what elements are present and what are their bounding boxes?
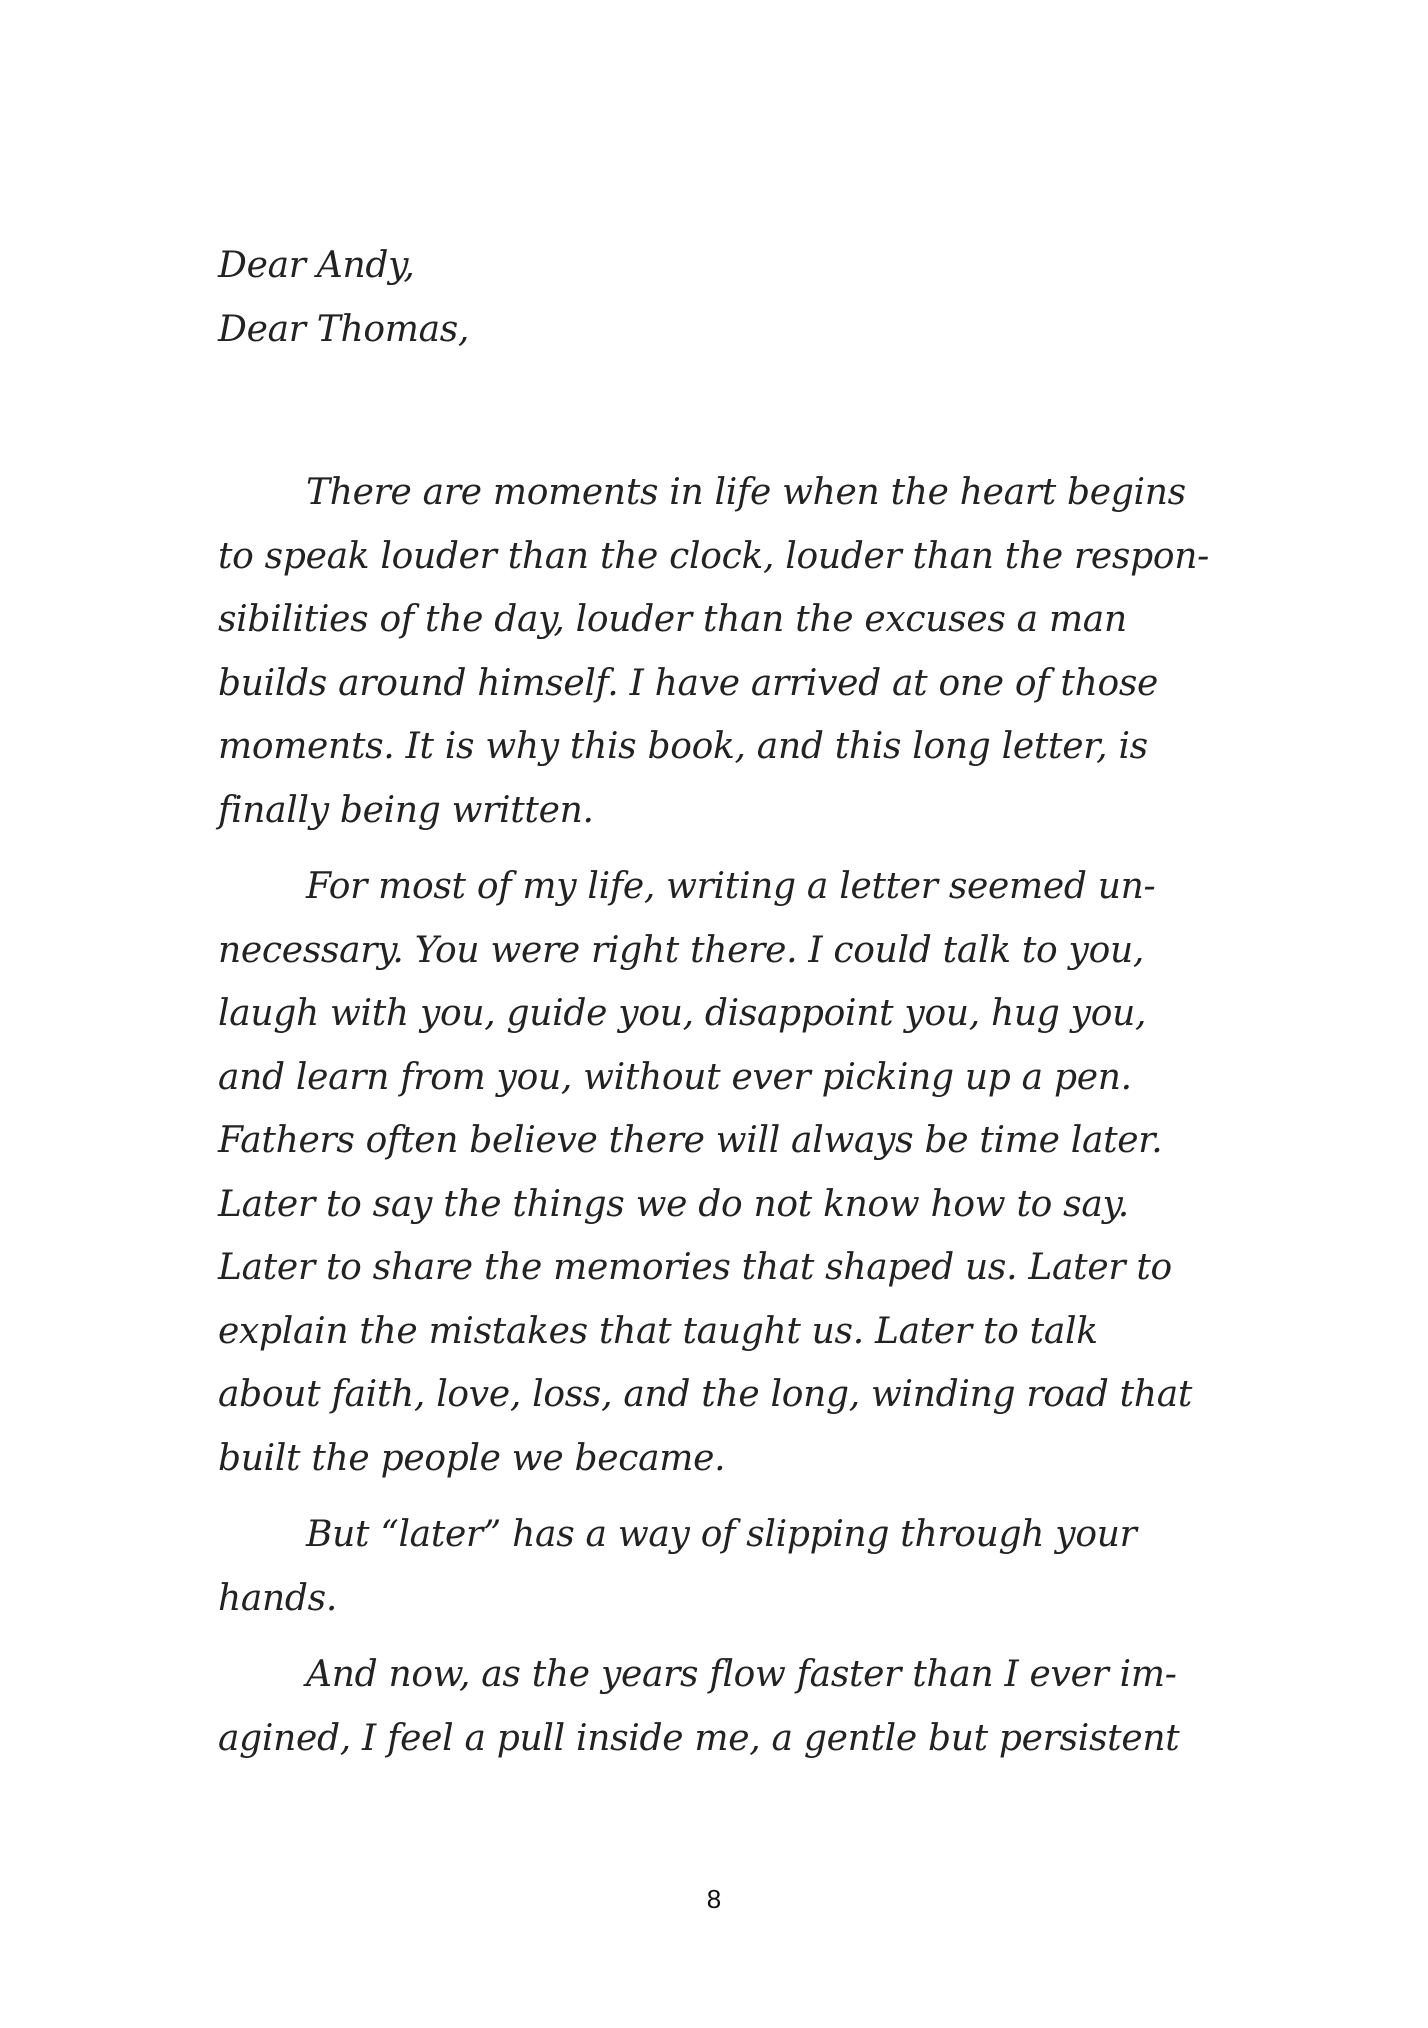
text-line: and learn from you, without ever picking up a pen.	[218, 1056, 1132, 1098]
text-line: And now, as the years flow faster than I ever im-	[306, 1654, 1177, 1695]
text-line: hands.	[218, 1577, 337, 1619]
text-line: sibilities of the day, louder than the excuses a man	[218, 599, 1127, 640]
text-line: Fathers often believe there will always be time later.	[218, 1120, 1163, 1161]
text-line: For most of my life, writing a letter seemed un-	[306, 866, 1156, 907]
text-line: moments. It is why this book, and this long letter, is	[218, 726, 1148, 767]
text-line: There are moments in life when the heart begins	[306, 472, 1186, 513]
text-line: Later to say the things we do not know how to say.	[218, 1183, 1129, 1225]
text-line: explain the mistakes that taught us. Later to talk	[218, 1310, 1098, 1352]
page-number: 8	[706, 1884, 722, 1914]
paragraph	[218, 855, 1218, 1490]
text-line: builds around himself. I have arrived at one of those	[218, 662, 1159, 704]
text-line: necessary. You were right there. I could talk to you,	[218, 929, 1144, 971]
text-line: about faith, love, loss, and the long, winding road that	[218, 1374, 1193, 1415]
letter-body	[218, 461, 1218, 1783]
salutation	[218, 234, 1218, 361]
paragraph	[218, 1643, 1218, 1770]
text-line: finally being written.	[218, 789, 594, 831]
paragraph	[218, 1503, 1218, 1630]
text-line: built the people we became.	[218, 1437, 726, 1479]
text-line: laugh with you, guide you, disappoint you, hug you,	[218, 993, 1147, 1034]
text-line: to speak louder than the clock, louder than the respon-	[218, 535, 1209, 577]
text-line: Later to share the memories that shaped us. Later to	[218, 1247, 1172, 1288]
salutation-line: Dear Thomas,	[218, 308, 470, 350]
paragraph	[218, 461, 1218, 842]
text-line: But “later” has a way of slipping through your	[306, 1514, 1137, 1555]
text-line: agined, I feel a pull inside me, a gentle but persistent	[218, 1717, 1180, 1759]
salutation-line: Dear Andy,	[218, 245, 415, 286]
